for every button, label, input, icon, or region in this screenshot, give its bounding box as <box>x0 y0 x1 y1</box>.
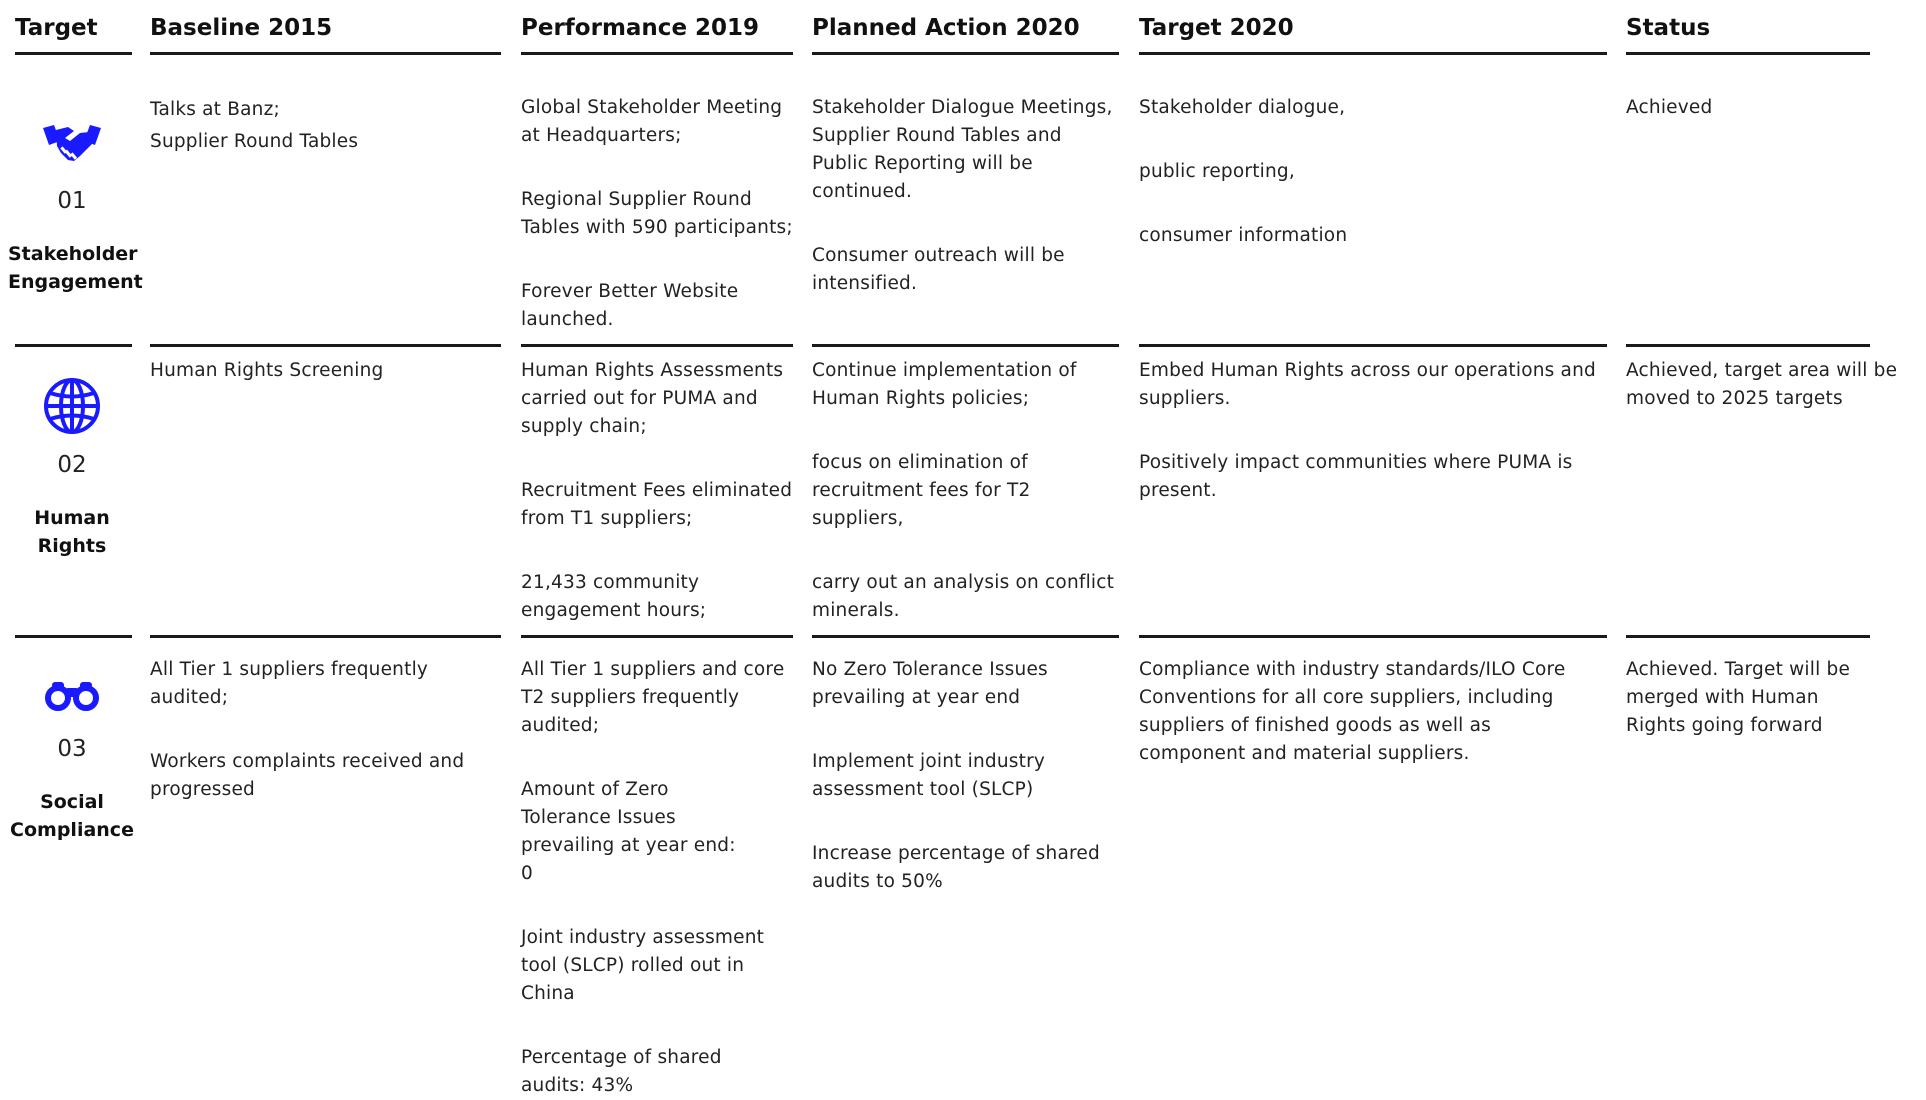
list-item: Human Rights Screening <box>150 360 384 381</box>
row-divider <box>150 635 501 638</box>
header-baseline-2015: Baseline 2015 <box>150 8 501 55</box>
row-divider <box>1139 635 1607 638</box>
list-item: All Tier 1 suppliers frequently audited; <box>150 659 429 708</box>
target-name-line: Stakeholder <box>8 243 138 265</box>
list-item: Human Rights Assessments carried out for PUMA and supply chain; <box>521 360 784 437</box>
list-item: Regional Supplier Round Tables with 590 participants; <box>521 189 793 238</box>
performance-cell <box>521 357 796 625</box>
target-name-line: Social <box>40 791 104 813</box>
row-divider <box>1139 344 1607 347</box>
target-number: 03 <box>57 736 87 762</box>
target-2020-cell <box>1139 94 1599 250</box>
target-name <box>8 788 136 844</box>
list-item: consumer information <box>1139 225 1348 246</box>
list-item: No Zero Tolerance Issues prevailing at year end <box>812 659 1048 708</box>
target-name-line: Human <box>34 507 110 529</box>
status-cell <box>1626 94 1870 122</box>
planned-action-cell <box>812 656 1118 896</box>
row-divider <box>812 344 1119 347</box>
header-target: Target <box>15 8 132 55</box>
target-cell-human-rights <box>8 376 136 560</box>
target-cell-social-compliance <box>8 680 136 844</box>
target-number: 02 <box>57 452 87 478</box>
target-2020-cell <box>1139 656 1599 768</box>
status-text: Achieved <box>1626 97 1713 118</box>
target-2020-cell <box>1139 357 1599 505</box>
globe-icon <box>8 376 136 440</box>
list-item: carry out an analysis on conflict minerals. <box>812 572 1115 621</box>
row-divider <box>521 344 793 347</box>
list-item: Implement joint industry assessment tool (SLCP) <box>812 751 1046 800</box>
row-divider <box>521 635 793 638</box>
list-item: Workers complaints received and progressed <box>150 751 465 800</box>
row-divider <box>812 635 1119 638</box>
list-item: 21,433 community engagement hours; <box>521 572 707 621</box>
list-item: Consumer outreach will be intensified. <box>812 245 1065 294</box>
row-divider <box>15 344 132 347</box>
list-item: Increase percentage of shared audits to 50% <box>812 843 1100 892</box>
planned-action-cell <box>812 357 1118 625</box>
list-item: focus on elimination of recruitment fees for T2 suppliers, <box>812 452 1031 529</box>
header-status: Status <box>1626 8 1870 55</box>
list-item: All Tier 1 suppliers and core T2 suppliers frequently audited; <box>521 659 785 736</box>
list-item: Embed Human Rights across our operations and suppliers. <box>1139 360 1596 409</box>
status-cell <box>1626 656 1870 740</box>
header-planned-action-2020: Planned Action 2020 <box>812 8 1119 55</box>
target-name-line: Compliance <box>10 819 134 841</box>
binoculars-icon <box>8 680 136 716</box>
list-item: Positively impact communities where PUMA is present. <box>1139 452 1573 501</box>
list-item: Supplier Round Tables <box>150 131 359 152</box>
list-item: Forever Better Website launched. <box>521 281 739 330</box>
target-name-line: Rights <box>37 535 107 557</box>
list-item: Global Stakeholder Meeting at Headquarters; <box>521 97 783 146</box>
list-item: Recruitment Fees eliminated from T1 suppliers; <box>521 480 793 529</box>
planned-action-cell <box>812 94 1118 298</box>
target-number: 01 <box>57 188 87 214</box>
list-item: Joint industry assessment tool (SLCP) rolled out in China <box>521 927 765 1004</box>
target-name <box>8 240 143 296</box>
list-item: Stakeholder Dialogue Meetings, Supplier Round Tables and Public Reporting will be continued. <box>812 97 1113 202</box>
baseline-cell <box>150 94 500 158</box>
target-cell-stakeholder-engagement <box>8 122 143 296</box>
row-divider <box>1626 635 1870 638</box>
header-target-2020: Target 2020 <box>1139 8 1607 55</box>
performance-cell <box>521 656 796 1100</box>
row-divider <box>1626 344 1870 347</box>
header-performance-2019: Performance 2019 <box>521 8 793 55</box>
status-text: Achieved. Target will be merged with Human Rights going forward <box>1626 659 1851 736</box>
list-item: Continue implementation of Human Rights policies; <box>812 360 1077 409</box>
handshake-icon <box>8 122 136 168</box>
list-item: Stakeholder dialogue, <box>1139 97 1346 118</box>
row-divider <box>150 344 501 347</box>
status-text: Achieved, target area will be moved to 2025 targets <box>1626 360 1898 409</box>
status-cell <box>1626 357 1926 413</box>
list-item: Percentage of shared audits: 43% <box>521 1047 722 1096</box>
baseline-cell <box>150 656 505 804</box>
list-item: Amount of Zero Tolerance Issues prevailing at year end: 0 <box>521 779 736 884</box>
list-item: Compliance with industry standards/ILO Core Conventions for all core suppliers, including suppliers of finished goods as well as component and material suppliers. <box>1139 659 1566 764</box>
list-item: public reporting, <box>1139 161 1295 182</box>
target-name <box>8 504 136 560</box>
target-name-line: Engagement <box>8 271 143 293</box>
baseline-cell <box>150 357 500 385</box>
performance-cell <box>521 94 796 334</box>
row-divider <box>15 635 132 638</box>
list-item: Talks at Banz; <box>150 99 280 120</box>
